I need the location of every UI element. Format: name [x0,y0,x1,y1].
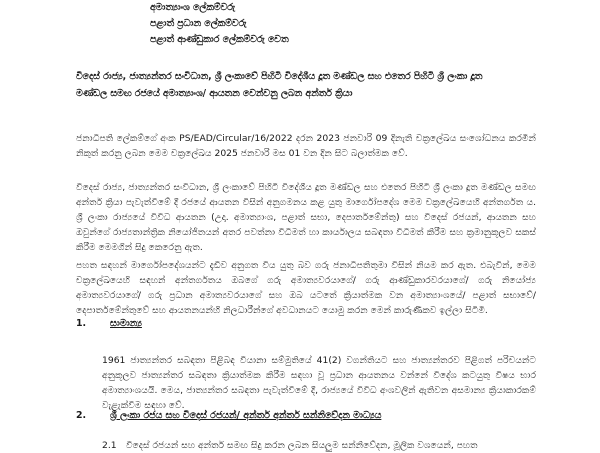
subsection-text: විදෙස් රජයන් සහ අන්තර් සමඟ සිදු කරන ලබන සියලුම සන්නිවේදන, මූලික වශයෙන්, පහත [126,440,478,451]
request-paragraph: පහත සඳහන් මාර්ගෝපදේශයන්ට දැඩිව අනුගත විය යුතු බව ගරු ජනාධිපතිතුමා විසින් නියම කර ඇත. එබැවින්, මෙම චක්‍රලේඛයෙහි සඳහන් අන්තර්ගතය ඔබගේ ගරු අමාත්‍යවරයාගේ/ ගරු ආණ්ඩුකාරවරයාගේ/ ගරු නියෝජ්‍ය අමාත්‍යවරයාගේ/ ගරු ප්‍රධාන අමාත්‍යවරයාගේ සහ ඔබ යටතේ ක්‍රියාත්මක වන අමාත්‍යාංශයේ/ පළාත් සභාවේ/ දෙපාර්තමේන්තුවේ සහ ආයතනයන්හි නිලධාරීන්ගේ අවධානයට යොමු කරන මෙන් කාරුණිකව ඉල්ලා සිටිමි. [76,260,536,316]
addressee-line: අමාත්‍යාංශ ලේකම්වරු [150,2,236,13]
subject-heading: විදෙස් රාජ්‍ය, ජාත්‍යන්තර සංවිධාන, ශ්‍රී ලංකාවේ පිහිටි විදේශීය දූත මණ්ඩල සහ එතෙර පිහිටි ශ්‍රී ලංකා දූත මණ්ඩල සමඟ රජයේ අමාත්‍යාංශ/ ආයතන වෙන්වනු ලබන අන්තර් ක්‍රියා [76,71,483,99]
subsection-number: 2.1 [102,440,117,451]
section-heading-communication [76,408,381,424]
section-title: සාමාන්‍ය [110,318,142,329]
addressee-line: පළාත් ප්‍රධාන ලේකම්වරු [150,18,247,29]
section-number: 2. [76,410,87,421]
subsection-paragraph [102,438,536,453]
intro-paragraph: ජනාධිපති ලේකම්ගේ අංක PS/EAD/Circular/16/2022 දරන 2023 ජනවාරි 09 දිනැති චක්‍රලේඛය සංශෝධනය කරමින් නිකුත් කරනු ලබන මෙම චක්‍රලේඛය 2025 ජනවාරි මස 01 වන දින සිට බලාත්මක වේ. [76,133,536,159]
section-title: ශ්‍රී ලංකා රජය සහ විදෙස් රජයන්/ අන්තර් අන්තර් සන්නිවේදන මාධ්‍යය [110,410,382,421]
addressee-block [150,0,289,48]
addressee-line: පළාත් ආණ්ඩුකාර ලේකම්වරු වෙත [150,34,289,45]
section-general-body: 1961 ජාත්‍යන්තර සබඳතා පිළිබඳ වියානා සම්මුතියේ 41(2) වගන්තියට සහ ජාත්‍යන්තරව පිළිගත් පරිචයන්ට අනුකූලව ජාත්‍යන්තර සබඳතා ක්‍රියාත්මක කිරීම සඳහා වූ ප්‍රධාන ආයතනය වන්නේ විදේශ කටයුතු විෂය භාර අමාත්‍යාංශයයි. මෙය, ජාත්‍යන්තර සබඳතා පැවැත්වීමේ දී, රාජ්‍යයේ විවිධ අංශවලින් ඇතිවන අසමාන්‍ය ක්‍රියාකාරකම් වැළැක්වීම සඳහා වේ. [102,355,536,411]
section-number: 1. [76,318,87,329]
section-heading-general [76,316,142,332]
purpose-paragraph: විදෙස් රාජ්‍ය, ජාත්‍යන්තර සංවිධාන, ශ්‍රී ලංකාවේ පිහිටි විදේශීය දූත මණ්ඩල සහ එතෙර පිහිටි ශ්‍රී ලංකා දූත මණ්ඩල සමඟ අන්තර් ක්‍රියා පැවැත්වීමේ දී රජයේ ආයතන විසින් අනුගමනය කළ යුතු මාර්ගෝපදේශ මෙම චක්‍රලේඛයෙහි අන්තර්ගත ය. ශ්‍රී ලංකා රාජ්‍යයේ විවිධ ආයතන (උදා. අමාත්‍යාංශ, පළාත් සභා, දෙපාර්තමේන්තු) සහ විදෙස් රජයන්, ආයතන සහ ඔවුන්ගේ රාජ්‍යතාන්ත්‍රික නියෝජිතයන් අතර පවත්නා විධිමත් හා කාර්යාලය සබඳතා විධිමත් කිරීම සහ ක්‍රමානුකූලව සකස් කිරීම මෙමගින් සිදු කෙරෙනු ඇත. [76,182,536,253]
